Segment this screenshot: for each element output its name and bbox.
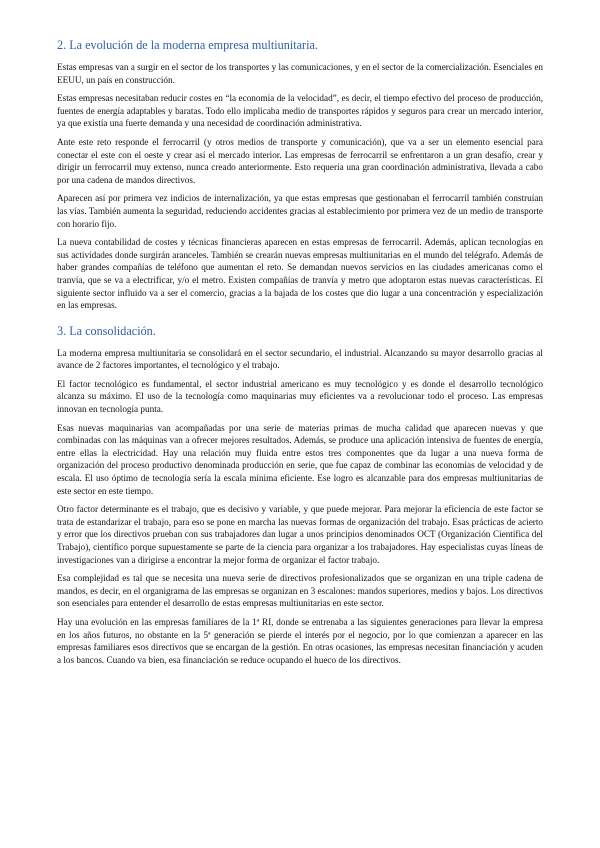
paragraph: Hay una evolución en las empresas familiares de la 1ª RI, donde se entrenaba a las siguientes generaciones para llevar la empresa en los años futuros, no obstante en la 5ª generación se pierde el interés por el negocio, por lo que comienzan a aparecer en las empresas familiares esos directivos que se encargan de la gestión. En otras ocasiones, las empresas necesitan financiación y acuden a los bancos. Cuando va bien, esa financiación se reduce ocupando el hueco de los directivos. bbox=[57, 616, 543, 665]
section-heading: 2. La evolución de la moderna empresa multiunitaria. bbox=[57, 38, 318, 52]
paragraph: Esas nuevas maquinarias van acompañadas por una serie de materias primas de mucha calidad que aparecen nuevas y que combinadas con las máquinas van a ofrecer mejores resultados. Además, se produce una aplicación intensiva de fuentes de energía, entre ellas la electricidad. Hay una relación muy fluida entre estos tres componentes que da lugar a una nueva forma de organización del proceso productivo denominada producción en serie, que fue capaz de combinar las economías de velocidad y de escala. El uso óptimo de tecnología sería la escala mínima eficiente. Ese logro es alcanzable para dos empresas multiunitarias de este sector en este tiempo. bbox=[57, 422, 543, 496]
paragraph: Esa complejidad es tal que se necesita una nueva serie de directivos profesionalizados que se organizan en una triple cadena de mandos, es decir, en el organigrama de las empresas se organizan en 3 escalones: mandos superiores, medios y bajos. Los directivos son esenciales para entender el desarrollo de estas empresas multiunitarias en este sector. bbox=[57, 573, 543, 609]
paragraph: La moderna empresa multiunitaria se consolidará en el sector secundario, el industrial. Alcanzando su mayor desarrollo gracias al avance de 2 factores importantes, el tecnológico y el trabajo. bbox=[57, 347, 543, 371]
paragraph: Estas empresas necesitaban reducir costes en “la economía de la velocidad”, es decir, el tiempo efectivo del proceso de producción, fuentes de energía adaptables y baratas. Todo ello implicaba medio de transportes rápidos y seguros para crear un mercado interior, ya que existía una fuerte demanda y una necesidad de coordinación administrativa. bbox=[57, 93, 543, 129]
section-heading: 3. La consolidación. bbox=[57, 323, 156, 338]
paragraph: El factor tecnológico es fundamental, el sector industrial americano es muy tecnológico y es donde el desarrollo tecnológico alcanza su máximo. El uso de la tecnología como maquinarias muy eficientes va a revolucionar todo el proceso. Las empresas innovan en tecnología punta. bbox=[57, 378, 543, 415]
paragraph: Ante este reto responde el ferrocarril (y otros medios de transporte y comunicación), que va a ser un elemento esencial para conectar el este con el oeste y crear así el mercado interior. Las empresas de ferrocarril se enfrentaron a un gran desafío, crear y dirigir un ferrocarril muy extenso, nunca creado anteriormente. Esto requería una gran coordinación administrativa, llevada a cabo por una cadena de mandos directivos. bbox=[57, 136, 543, 185]
paragraph: Otro factor determinante es el trabajo, que es decisivo y variable, y que puede mejorar. Para mejorar la eficiencia de este factor se trata de estandarizar el trabajo, para eso se pone en marcha las nuevas formas de organización del trabajo. Esas prácticas de acierto y error que los directivos prueban con sus trabajadores dan lugar a unos principios denominados OCT (Organización Científica del Trabajo), científico porque supuestamente se parte de la ciencia para organizar a los trabajadores. Hay especialistas cuyas líneas de investigaciones van a dirigirse a encontrar la mejor forma de organizar el factor trabajo. bbox=[57, 504, 543, 565]
section-consolidacion bbox=[57, 324, 543, 667]
paragraph: Aparecen así por primera vez indicios de internalización, ya que estas empresas que gestionaban el ferrocarril también construían las vías. También aumenta la seguridad, reduciendo accidentes gracias al establecimiento por primera vez de un medio de transporte con horario fijo. bbox=[57, 193, 543, 229]
paragraph: Estas empresas van a surgir en el sector de los transportes y las comunicaciones, y en el sector de la comercialización. Esenciales en EEUU, un país en construcción. bbox=[57, 62, 543, 85]
section-evolucion bbox=[57, 38, 543, 312]
paragraph: La nueva contabilidad de costes y técnicas financieras aparecen en estas empresas de ferrocarril. Además, aplican tecnologías en sus actividades donde surgirán aranceles. También se crearán nuevas empresas multiunitarias en el mundo del telégrafo. Además de haber grandes compañías de teléfono que aumentan el reto. Se demandan nuevos servicios en las ciudades americanas como el tranvía, que se va a electrificar, y/o el metro. Existen compañías de tranvía y metro que adoptaron estas nuevas características. El siguiente sector influido va a ser el comercio, gracias a la bajada de los costes que dio lugar a una concentración y especialización en las empresas. bbox=[57, 237, 543, 311]
